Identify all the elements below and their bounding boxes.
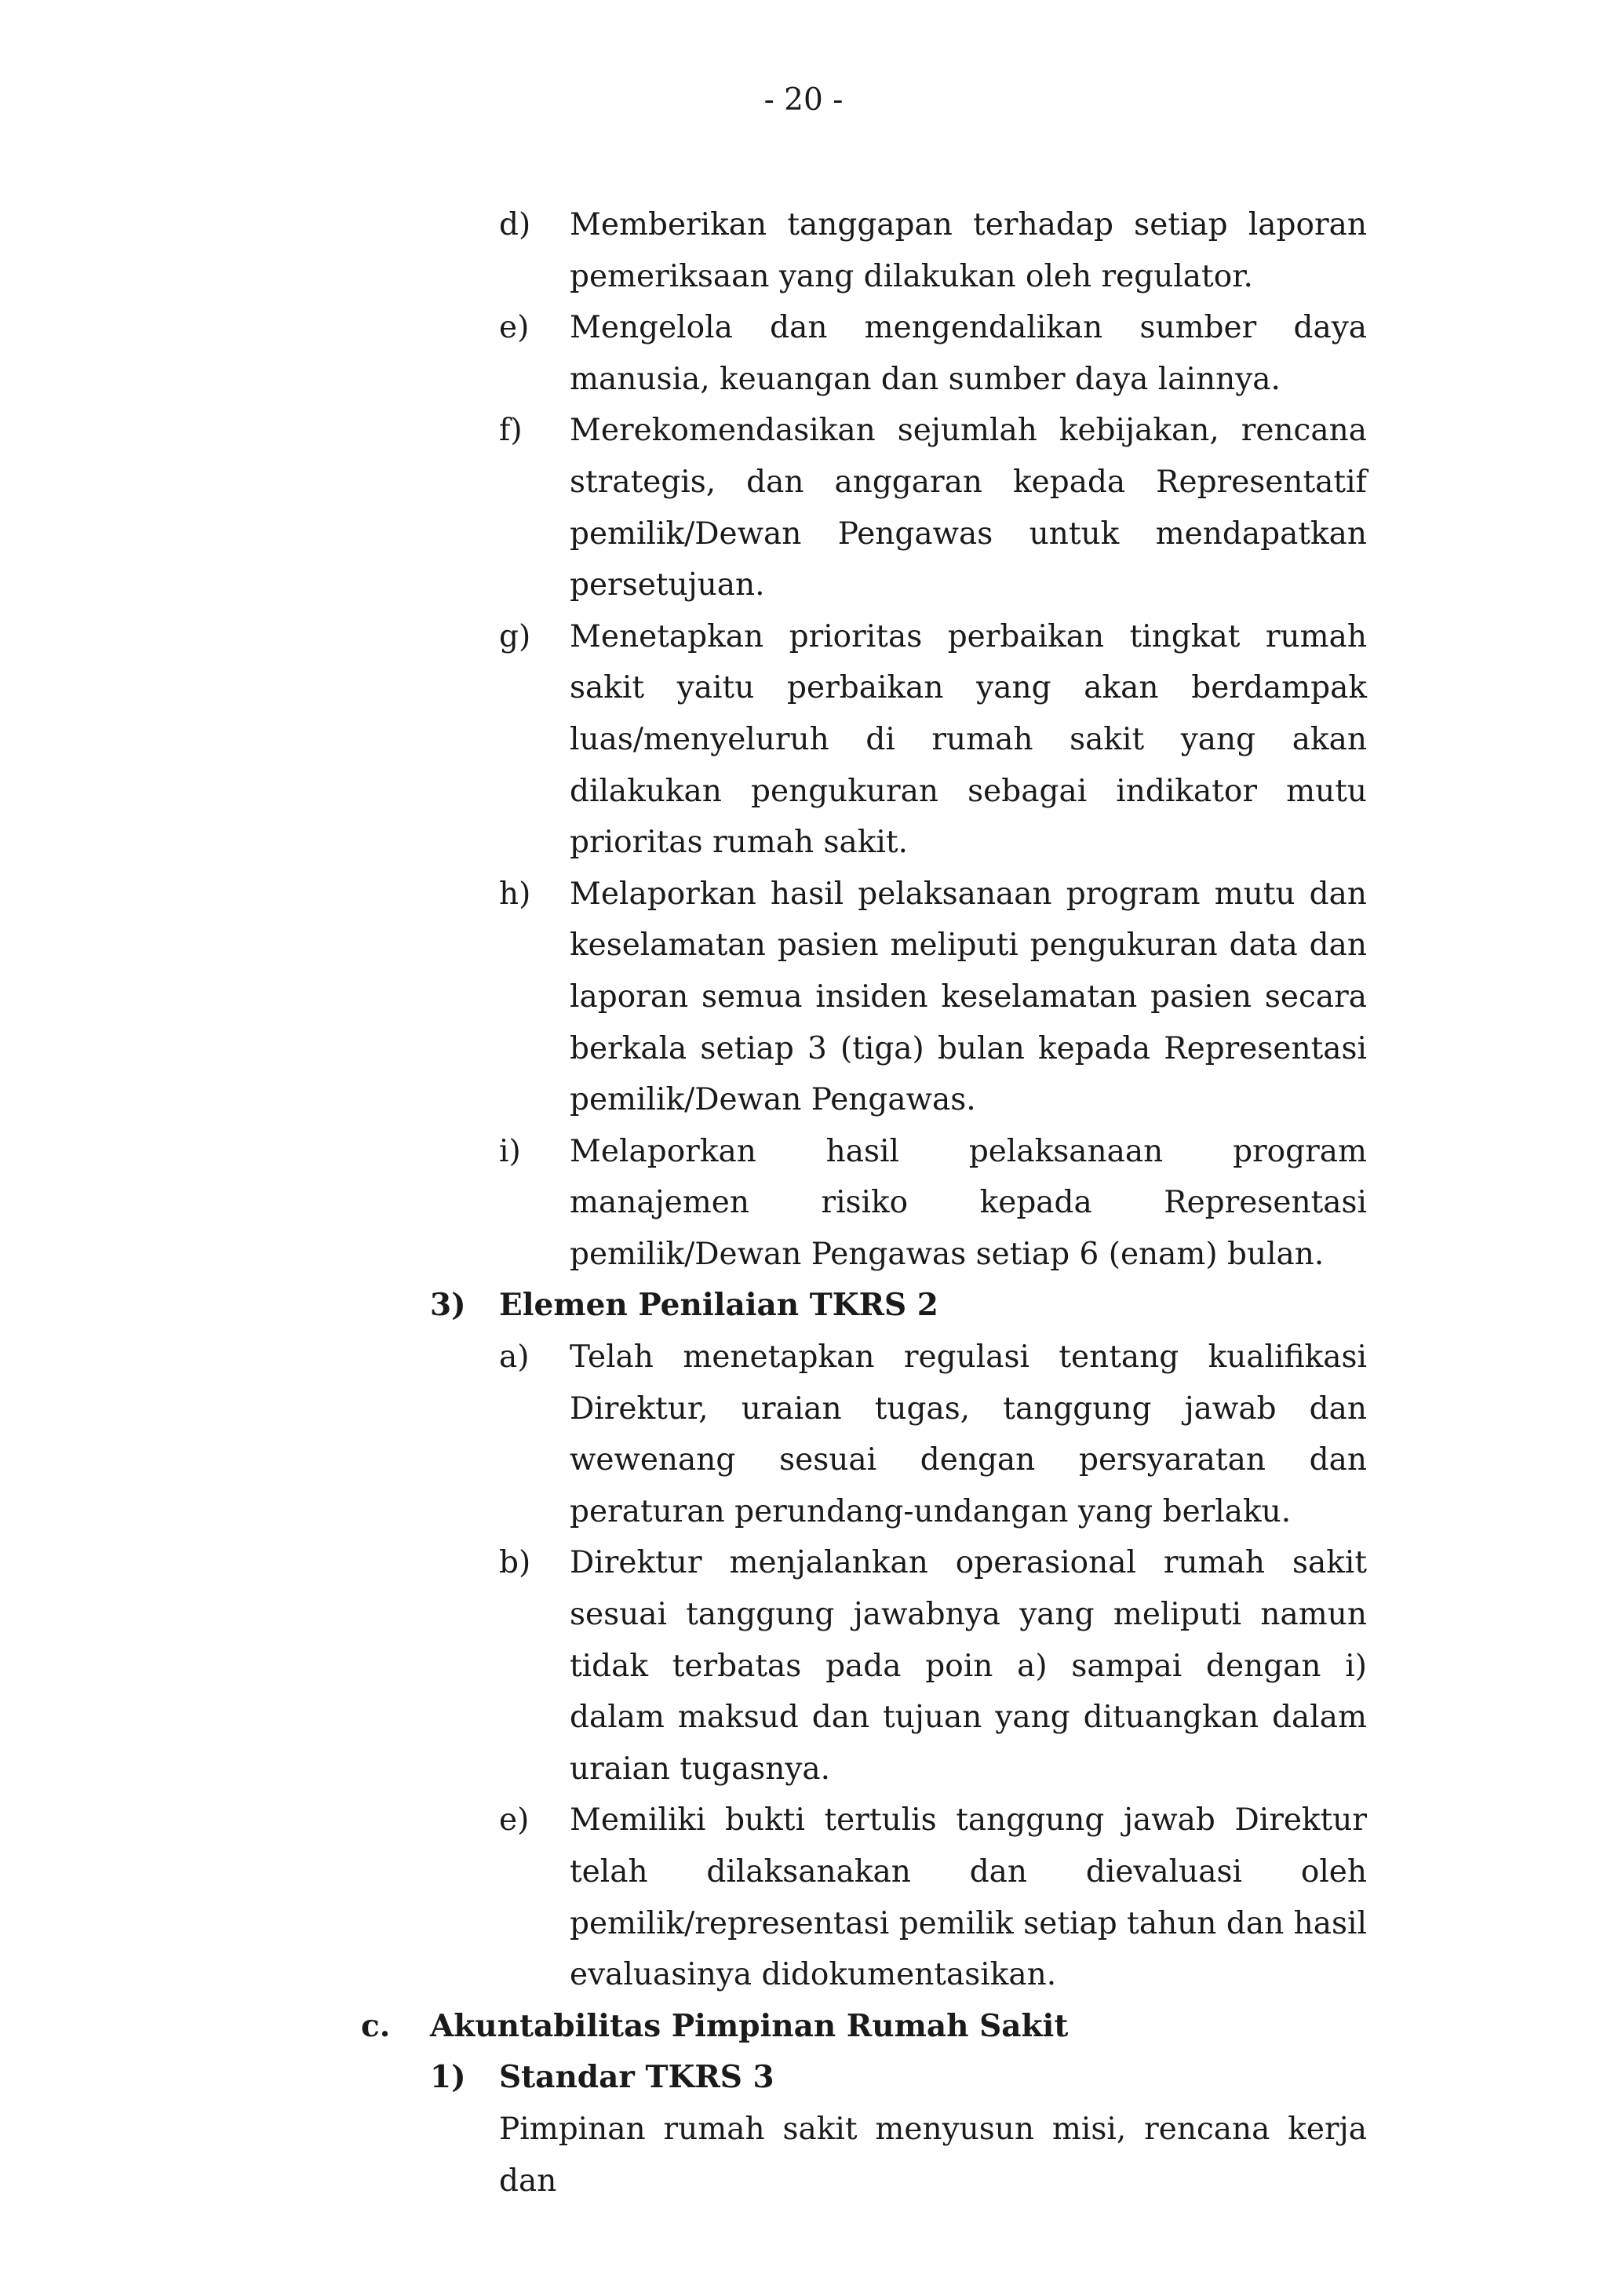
list-item-a <box>0 1332 1607 1537</box>
list-item-text: Direktur menjalankan operasional rumah sakit sesuai tanggung jawabnya yang meliputi namun tidak terbatas pada poin a) sampai dengan i) dalam maksud dan tujuan yang dituangkan dalam uraian tugasnya. <box>570 1545 1367 1787</box>
section-heading: Akuntabilitas Pimpinan Rumah Sakit <box>430 2007 1069 2044</box>
list-item-e <box>0 302 1607 405</box>
list-marker: a) <box>499 1339 530 1376</box>
list-item-h <box>0 869 1607 1126</box>
list-item-text: Merekomendasikan sejumlah kebijakan, rencana strategis, dan anggaran kepada Representatif pemilik/Dewan Pengawas untuk mendapatkan persetujuan. <box>570 413 1367 603</box>
subsection-heading: Standar TKRS 3 <box>499 2059 774 2096</box>
section-heading-c <box>0 2001 1607 2053</box>
list-item-text: Melaporkan hasil pelaksanaan program mutu dan keselamatan pasien meliputi pengukuran data dan laporan semua insiden keselamatan pasien secara berkala setiap 3 (tiga) bulan kepada Representasi pemilik/Dewan Pengawas. <box>570 876 1367 1118</box>
list-item-g <box>0 611 1607 869</box>
list-item-text: Menetapkan prioritas perbaikan tingkat rumah sakit yaitu perbaikan yang akan berdampak luas/menyeluruh di rumah sakit yang akan dilakukan pengukuran sebagai indikator mutu prioritas rumah sakit. <box>570 618 1367 861</box>
page-number: - 20 - <box>763 82 844 118</box>
section-marker: c. <box>361 2007 391 2044</box>
list-marker: i) <box>499 1133 521 1169</box>
paragraph-text: Pimpinan rumah sakit menyusun misi, rencana kerja dan <box>499 2111 1367 2199</box>
list-item-f <box>0 405 1607 610</box>
list-item-text: Memberikan tanggapan terhadap setiap laporan pemeriksaan yang dilakukan oleh regulator. <box>570 207 1367 294</box>
list-marker: f) <box>499 413 523 449</box>
list-marker: e) <box>499 310 530 346</box>
list-item-text: Mengelola dan mengendalikan sumber daya manusia, keuangan dan sumber daya lainnya. <box>570 310 1367 397</box>
section-marker: 3) <box>430 1287 466 1324</box>
list-item-e2 <box>0 1795 1607 2000</box>
document-body <box>0 199 1607 2207</box>
section-heading-3 <box>0 1280 1607 1332</box>
list-item-b <box>0 1537 1607 1795</box>
section-heading: Elemen Penilaian TKRS 2 <box>499 1287 938 1324</box>
list-item-d <box>0 199 1607 302</box>
list-marker: g) <box>499 618 531 654</box>
subsection-marker: 1) <box>430 2059 466 2096</box>
list-marker: h) <box>499 876 531 912</box>
list-item-text: Melaporkan hasil pelaksanaan program manajemen risiko kepada Representasi pemilik/Dewan Pengawas setiap 6 (enam) bulan. <box>570 1133 1367 1272</box>
paragraph <box>0 2104 1607 2207</box>
list-marker: d) <box>499 207 531 242</box>
list-item-i <box>0 1126 1607 1281</box>
list-item-text: Memiliki bukti tertulis tanggung jawab Direktur telah dilaksanakan dan dievaluasi oleh pemilik/representasi pemilik setiap tahun dan hasil evaluasinya didokumentasikan. <box>570 1802 1367 1993</box>
list-marker: b) <box>499 1545 531 1581</box>
subsection-heading-1 <box>0 2052 1607 2104</box>
list-marker: e) <box>499 1802 530 1839</box>
list-item-text: Telah menetapkan regulasi tentang kualifikasi Direktur, uraian tugas, tanggung jawab dan wewenang sesuai dengan persyaratan dan peraturan perundang-undangan yang berlaku. <box>570 1339 1367 1529</box>
